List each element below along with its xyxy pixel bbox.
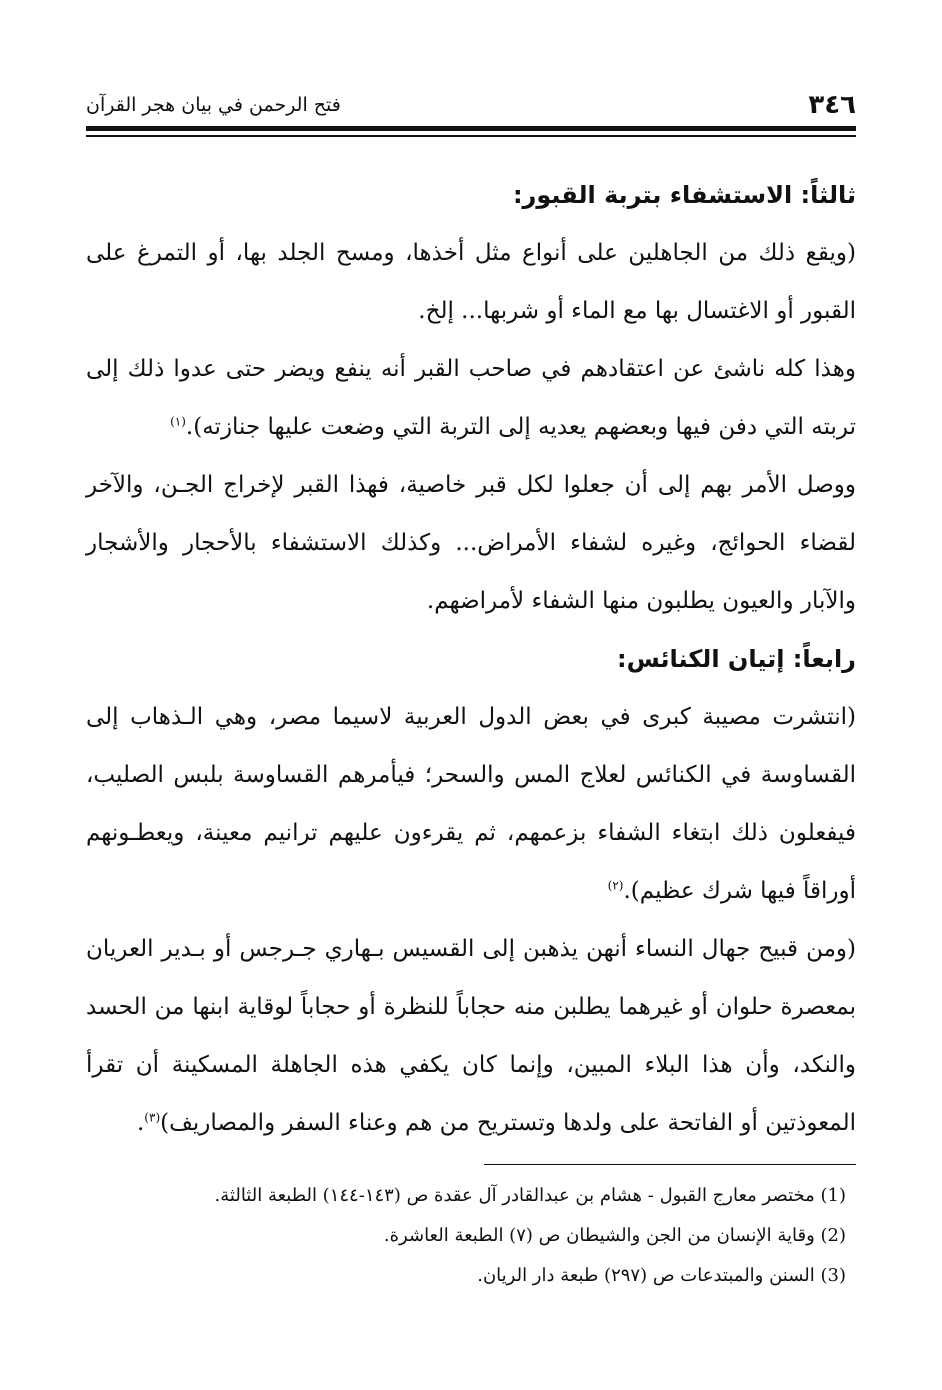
paragraph xyxy=(86,456,856,630)
paragraph-text: (ومن قبيح جهال النساء أنهن يذهبن إلى القسيس بـهاري جـرجس أو بـدير العريان بمعصرة حلوان أو غيرهما يطلبن منه حجاباً للنظرة أو حجاباً لوقاية ابنها من الحسد والنكد، وأن هذا البلاء المبين، وإنما كان يكفي هذه الجاهلة المسكينة أن تقرأ المعوذتين أو الفاتحة على ولدها وتستريح من هم وعناء السفر والمصاريف) xyxy=(86,936,856,1136)
page-header xyxy=(86,88,856,122)
footnote-item: (3) السنن والمبتدعات ص (٢٩٧) طبعة دار الريان. xyxy=(477,1265,846,1286)
paragraph xyxy=(86,224,856,340)
paragraph-text: ووصل الأمر بهم إلى أن جعلوا لكل قبر خاصية، فهذا القبر لإخراج الجـن، والآخر لقضاء الحوائج، وغيره لشفاء الأمراض... وكذلك الاستشفاء بالأحجار والأشجار والآبار والعيون يطلبون منها الشفاء لأمراضهم. xyxy=(86,472,856,614)
main-text xyxy=(86,166,856,1152)
page-number: ٣٤٦ xyxy=(808,90,856,120)
footnote-reference[interactable]: (٣) xyxy=(144,1110,161,1125)
footnote-reference[interactable]: (٢) xyxy=(607,878,624,893)
running-title: فتح الرحمن في بيان هجر القرآن xyxy=(86,94,341,116)
paragraph-end-punctuation: . xyxy=(136,1110,145,1136)
section-heading-third: ثالثاً: الاستشفاء بتربة القبور: xyxy=(512,181,856,209)
footnote-item: (2) وقاية الإنسان من الجن والشيطان ص (٧) الطبعة العاشرة. xyxy=(383,1225,846,1246)
header-rule-thick xyxy=(86,126,856,131)
footnote-separator xyxy=(484,1164,856,1165)
footnotes xyxy=(86,1176,846,1296)
footnote-item: (1) مختصر معارج القبول - هشام بن عبدالقادر آل عقدة ص (١٤٣-١٤٤) الطبعة الثالثة. xyxy=(214,1185,846,1206)
paragraph-text: وهذا كله ناشئ عن اعتقادهم في صاحب القبر أنه ينفع ويضر حتى عدوا ذلك إلى تربته التي دفن فيها وبعضهم يعديه إلى التربة التي وضعت عليها جنازته). xyxy=(86,356,856,440)
paragraph-text: (ويقع ذلك من الجاهلين على أنواع مثل أخذها، ومسح الجلد بها، أو التمرغ على القبور أو الاغتسال بها مع الماء أو شربها... إلخ. xyxy=(86,240,856,324)
paragraph xyxy=(86,688,856,920)
paragraph-text: (انتشرت مصيبة كبرى في بعض الدول العربية لاسيما مصر، وهي الـذهاب إلى القساوسة في الكنائس لعلاج المس والسحر؛ فيأمرهم القساوسة بلبس الصليب، فيفعلون ذلك ابتغاء الشفاء بزعمهم، ثم يقرءون عليهم ترانيم معينة، ويعطـونهم أوراقاً فيها شرك عظيم). xyxy=(86,704,856,904)
paragraph xyxy=(86,920,856,1152)
header-rule-thin xyxy=(86,135,856,137)
section-heading-fourth: رابعاً: إتيان الكنائس: xyxy=(617,645,856,673)
paragraph xyxy=(86,340,856,456)
footnote-reference[interactable]: (١) xyxy=(170,414,186,429)
